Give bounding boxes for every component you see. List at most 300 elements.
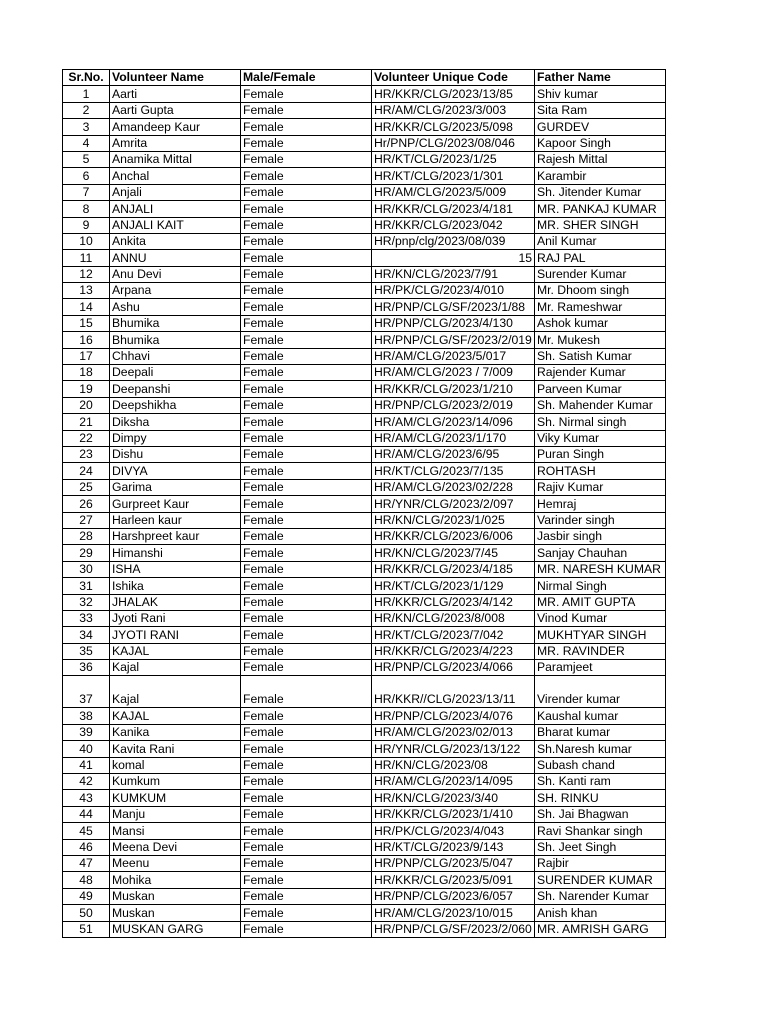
cell-volunteer-name: DIVYA — [110, 463, 241, 479]
cell-father-name: Hemraj — [535, 496, 666, 512]
cell-father-name: RAJ PAL — [535, 250, 666, 266]
cell-gender: Female — [241, 676, 372, 708]
table-row — [63, 217, 666, 233]
cell-father-name: Nirmal Singh — [535, 578, 666, 594]
cell-sr-no: 27 — [63, 512, 110, 528]
table-row — [63, 479, 666, 495]
cell-father-name: Rajesh Mittal — [535, 151, 666, 167]
cell-father-name: Sh. Jai Bhagwan — [535, 806, 666, 822]
cell-volunteer-name: Himanshi — [110, 545, 241, 561]
cell-father-name: Anil Kumar — [535, 233, 666, 249]
cell-sr-no: 33 — [63, 610, 110, 626]
cell-sr-no: 4 — [63, 135, 110, 151]
cell-sr-no: 38 — [63, 708, 110, 724]
cell-unique-code: HR/KT/CLG/2023/7/042 — [372, 627, 535, 643]
table-row — [63, 184, 666, 200]
cell-unique-code: HR/KT/CLG/2023/1/301 — [372, 168, 535, 184]
cell-sr-no: 8 — [63, 201, 110, 217]
cell-volunteer-name: Gurpreet Kaur — [110, 496, 241, 512]
cell-unique-code: HR/AM/CLG/2023/5/017 — [372, 348, 535, 364]
cell-unique-code: HR/AM/CLG/2023/6/95 — [372, 446, 535, 462]
cell-sr-no: 21 — [63, 414, 110, 430]
cell-sr-no: 51 — [63, 921, 110, 937]
cell-volunteer-name: Jyoti Rani — [110, 610, 241, 626]
cell-gender: Female — [241, 151, 372, 167]
cell-volunteer-name: JYOTI RANI — [110, 627, 241, 643]
cell-father-name: Virender kumar — [535, 676, 666, 708]
cell-unique-code: HR/AM/CLG/2023/02/013 — [372, 724, 535, 740]
table-row — [63, 757, 666, 773]
cell-volunteer-name: Bhumika — [110, 315, 241, 331]
table-row — [63, 905, 666, 921]
table-row — [63, 610, 666, 626]
cell-sr-no: 9 — [63, 217, 110, 233]
cell-sr-no: 48 — [63, 872, 110, 888]
cell-sr-no: 15 — [63, 315, 110, 331]
cell-volunteer-name: ISHA — [110, 561, 241, 577]
cell-father-name: Shiv kumar — [535, 86, 666, 102]
cell-volunteer-name: Anchal — [110, 168, 241, 184]
cell-gender: Female — [241, 299, 372, 315]
cell-sr-no: 19 — [63, 381, 110, 397]
table-row — [63, 348, 666, 364]
cell-unique-code: 15 — [372, 250, 535, 266]
cell-father-name: MR. AMRISH GARG — [535, 921, 666, 937]
cell-unique-code: HR/KKR/CLG/2023/6/006 — [372, 528, 535, 544]
cell-volunteer-name: Ishika — [110, 578, 241, 594]
cell-sr-no: 44 — [63, 806, 110, 822]
cell-sr-no: 36 — [63, 660, 110, 676]
cell-volunteer-name: Harleen kaur — [110, 512, 241, 528]
cell-unique-code: HR/pnp/clg/2023/08/039 — [372, 233, 535, 249]
cell-gender: Female — [241, 381, 372, 397]
cell-sr-no: 3 — [63, 119, 110, 135]
cell-father-name: Mr. Rameshwar — [535, 299, 666, 315]
cell-volunteer-name: Kajal — [110, 676, 241, 708]
cell-unique-code: HR/AM/CLG/2023/10/015 — [372, 905, 535, 921]
cell-gender: Female — [241, 660, 372, 676]
cell-volunteer-name: KAJAL — [110, 643, 241, 659]
cell-unique-code: HR/KKR//CLG/2023/13/11 — [372, 676, 535, 708]
cell-father-name: Sh. Jeet Singh — [535, 839, 666, 855]
table-body — [63, 86, 666, 938]
cell-volunteer-name: komal — [110, 757, 241, 773]
cell-sr-no: 12 — [63, 266, 110, 282]
cell-gender: Female — [241, 397, 372, 413]
cell-volunteer-name: Anu Devi — [110, 266, 241, 282]
header-volunteer-name: Volunteer Name — [110, 70, 241, 86]
cell-gender: Female — [241, 921, 372, 937]
table-row — [63, 299, 666, 315]
cell-volunteer-name: ANJALI — [110, 201, 241, 217]
cell-gender: Female — [241, 266, 372, 282]
cell-unique-code: HR/KN/CLG/2023/8/008 — [372, 610, 535, 626]
cell-father-name: Sh. Satish Kumar — [535, 348, 666, 364]
cell-father-name: Jasbir singh — [535, 528, 666, 544]
cell-father-name: MR. SHER SINGH — [535, 217, 666, 233]
cell-sr-no: 37 — [63, 676, 110, 708]
table-row — [63, 463, 666, 479]
cell-unique-code: HR/KKR/CLG/2023/042 — [372, 217, 535, 233]
table-row — [63, 201, 666, 217]
cell-sr-no: 11 — [63, 250, 110, 266]
cell-volunteer-name: Muskan — [110, 888, 241, 904]
table-row — [63, 708, 666, 724]
table-row — [63, 660, 666, 676]
cell-sr-no: 43 — [63, 790, 110, 806]
cell-unique-code: HR/PNP/CLG/SF/2023/1/88 — [372, 299, 535, 315]
cell-unique-code: HR/AM/CLG/2023/02/228 — [372, 479, 535, 495]
cell-gender: Female — [241, 184, 372, 200]
cell-unique-code: HR/PNP/CLG/2023/4/130 — [372, 315, 535, 331]
cell-gender: Female — [241, 135, 372, 151]
table-row — [63, 561, 666, 577]
table-row — [63, 545, 666, 561]
cell-sr-no: 7 — [63, 184, 110, 200]
cell-sr-no: 20 — [63, 397, 110, 413]
cell-father-name: MUKHTYAR SINGH — [535, 627, 666, 643]
table-row — [63, 578, 666, 594]
cell-father-name: GURDEV — [535, 119, 666, 135]
table-row — [63, 233, 666, 249]
cell-volunteer-name: Meena Devi — [110, 839, 241, 855]
cell-gender: Female — [241, 168, 372, 184]
cell-gender: Female — [241, 741, 372, 757]
cell-volunteer-name: Amandeep Kaur — [110, 119, 241, 135]
cell-father-name: Sh.Naresh kumar — [535, 741, 666, 757]
cell-father-name: Kaushal kumar — [535, 708, 666, 724]
cell-gender: Female — [241, 610, 372, 626]
cell-gender: Female — [241, 724, 372, 740]
table-row — [63, 332, 666, 348]
table-row — [63, 397, 666, 413]
cell-unique-code: HR/KT/CLG/2023/1/25 — [372, 151, 535, 167]
cell-unique-code: HR/KKR/CLG/2023/5/098 — [372, 119, 535, 135]
cell-sr-no: 1 — [63, 86, 110, 102]
cell-volunteer-name: Aarti — [110, 86, 241, 102]
table-row — [63, 594, 666, 610]
table-row — [63, 790, 666, 806]
cell-gender: Female — [241, 561, 372, 577]
cell-gender: Female — [241, 86, 372, 102]
cell-gender: Female — [241, 872, 372, 888]
table-row — [63, 921, 666, 937]
cell-gender: Female — [241, 283, 372, 299]
cell-sr-no: 50 — [63, 905, 110, 921]
cell-father-name: Mr. Mukesh — [535, 332, 666, 348]
cell-gender: Female — [241, 479, 372, 495]
table-row — [63, 774, 666, 790]
table-row — [63, 430, 666, 446]
cell-unique-code: HR/KKR/CLG/2023/13/85 — [372, 86, 535, 102]
cell-gender: Female — [241, 348, 372, 364]
cell-sr-no: 18 — [63, 365, 110, 381]
cell-father-name: Surender Kumar — [535, 266, 666, 282]
cell-father-name: Sh. Mahender Kumar — [535, 397, 666, 413]
cell-gender: Female — [241, 201, 372, 217]
cell-volunteer-name: ANJALI KAIT — [110, 217, 241, 233]
cell-sr-no: 30 — [63, 561, 110, 577]
cell-volunteer-name: Deepshikha — [110, 397, 241, 413]
cell-volunteer-name: Kajal — [110, 660, 241, 676]
cell-unique-code: HR/KN/CLG/2023/7/91 — [372, 266, 535, 282]
cell-gender: Female — [241, 315, 372, 331]
cell-unique-code: HR/KKR/CLG/2023/5/091 — [372, 872, 535, 888]
cell-gender: Female — [241, 594, 372, 610]
cell-sr-no: 24 — [63, 463, 110, 479]
table-row — [63, 102, 666, 118]
cell-gender: Female — [241, 496, 372, 512]
cell-unique-code: HR/KN/CLG/2023/08 — [372, 757, 535, 773]
cell-unique-code: HR/KT/CLG/2023/7/135 — [372, 463, 535, 479]
cell-sr-no: 49 — [63, 888, 110, 904]
cell-unique-code: HR/KN/CLG/2023/1/025 — [372, 512, 535, 528]
cell-gender: Female — [241, 578, 372, 594]
table-row — [63, 414, 666, 430]
cell-father-name: Kapoor Singh — [535, 135, 666, 151]
cell-father-name: Rajbir — [535, 855, 666, 871]
cell-unique-code: HR/AM/CLG/2023 / 7/009 — [372, 365, 535, 381]
table-row — [63, 676, 666, 708]
cell-father-name: Karambir — [535, 168, 666, 184]
table-row — [63, 168, 666, 184]
cell-unique-code: HR/KKR/CLG/2023/4/185 — [372, 561, 535, 577]
cell-unique-code: HR/KKR/CLG/2023/4/142 — [372, 594, 535, 610]
cell-unique-code: HR/KKR/CLG/2023/1/210 — [372, 381, 535, 397]
cell-father-name: Varinder singh — [535, 512, 666, 528]
cell-father-name: Sh. Jitender Kumar — [535, 184, 666, 200]
cell-father-name: Bharat kumar — [535, 724, 666, 740]
cell-gender: Female — [241, 855, 372, 871]
cell-gender: Female — [241, 905, 372, 921]
cell-volunteer-name: Mohika — [110, 872, 241, 888]
table-row — [63, 496, 666, 512]
cell-gender: Female — [241, 790, 372, 806]
cell-volunteer-name: Deepali — [110, 365, 241, 381]
cell-father-name: MR. PANKAJ KUMAR — [535, 201, 666, 217]
cell-unique-code: HR/YNR/CLG/2023/13/122 — [372, 741, 535, 757]
cell-unique-code: HR/PNP/CLG/2023/4/066 — [372, 660, 535, 676]
header-father-name: Father Name — [535, 70, 666, 86]
cell-unique-code: HR/PNP/CLG/2023/5/047 — [372, 855, 535, 871]
cell-volunteer-name: Kanika — [110, 724, 241, 740]
table-row — [63, 135, 666, 151]
cell-volunteer-name: KUMKUM — [110, 790, 241, 806]
table-row — [63, 806, 666, 822]
cell-volunteer-name: Dishu — [110, 446, 241, 462]
table-row — [63, 446, 666, 462]
cell-sr-no: 10 — [63, 233, 110, 249]
cell-volunteer-name: Meenu — [110, 855, 241, 871]
cell-volunteer-name: Aarti Gupta — [110, 102, 241, 118]
cell-gender: Female — [241, 545, 372, 561]
cell-father-name: Subash chand — [535, 757, 666, 773]
cell-unique-code: HR/KN/CLG/2023/7/45 — [372, 545, 535, 561]
cell-sr-no: 40 — [63, 741, 110, 757]
table-row — [63, 839, 666, 855]
cell-unique-code: HR/KT/CLG/2023/9/143 — [372, 839, 535, 855]
cell-gender: Female — [241, 528, 372, 544]
cell-gender: Female — [241, 512, 372, 528]
cell-volunteer-name: Muskan — [110, 905, 241, 921]
cell-father-name: Ravi Shankar singh — [535, 823, 666, 839]
cell-father-name: MR. AMIT GUPTA — [535, 594, 666, 610]
cell-unique-code: HR/PNP/CLG/SF/2023/2/019 — [372, 332, 535, 348]
cell-gender: Female — [241, 888, 372, 904]
cell-unique-code: HR/YNR/CLG/2023/2/097 — [372, 496, 535, 512]
cell-sr-no: 35 — [63, 643, 110, 659]
cell-gender: Female — [241, 446, 372, 462]
cell-unique-code: HR/AM/CLG/2023/3/003 — [372, 102, 535, 118]
cell-volunteer-name: KAJAL — [110, 708, 241, 724]
cell-gender: Female — [241, 233, 372, 249]
cell-gender: Female — [241, 119, 372, 135]
cell-volunteer-name: JHALAK — [110, 594, 241, 610]
cell-sr-no: 32 — [63, 594, 110, 610]
cell-volunteer-name: Ashu — [110, 299, 241, 315]
cell-father-name: Sanjay Chauhan — [535, 545, 666, 561]
table-row — [63, 872, 666, 888]
cell-sr-no: 6 — [63, 168, 110, 184]
cell-sr-no: 29 — [63, 545, 110, 561]
cell-father-name: Puran Singh — [535, 446, 666, 462]
cell-father-name: Rajiv Kumar — [535, 479, 666, 495]
table-row — [63, 823, 666, 839]
table-row — [63, 151, 666, 167]
cell-volunteer-name: Ankita — [110, 233, 241, 249]
table-row — [63, 250, 666, 266]
cell-gender: Female — [241, 217, 372, 233]
cell-father-name: MR. RAVINDER — [535, 643, 666, 659]
cell-father-name: SH. RINKU — [535, 790, 666, 806]
cell-unique-code: HR/PK/CLG/2023/4/043 — [372, 823, 535, 839]
cell-volunteer-name: Manju — [110, 806, 241, 822]
cell-father-name: Paramjeet — [535, 660, 666, 676]
cell-gender: Female — [241, 757, 372, 773]
table-row — [63, 741, 666, 757]
cell-unique-code: HR/KKR/CLG/2023/4/181 — [372, 201, 535, 217]
cell-unique-code: Hr/PNP/CLG/2023/08/046 — [372, 135, 535, 151]
cell-volunteer-name: Anjali — [110, 184, 241, 200]
cell-sr-no: 17 — [63, 348, 110, 364]
cell-father-name: Sh. Kanti ram — [535, 774, 666, 790]
cell-father-name: Anish khan — [535, 905, 666, 921]
cell-father-name: Sita Ram — [535, 102, 666, 118]
table-row — [63, 266, 666, 282]
table-row — [63, 119, 666, 135]
cell-sr-no: 34 — [63, 627, 110, 643]
table-row — [63, 283, 666, 299]
cell-volunteer-name: MUSKAN GARG — [110, 921, 241, 937]
cell-gender: Female — [241, 806, 372, 822]
cell-volunteer-name: Diksha — [110, 414, 241, 430]
table-row — [63, 643, 666, 659]
cell-unique-code: HR/AM/CLG/2023/5/009 — [372, 184, 535, 200]
table-row — [63, 627, 666, 643]
cell-gender: Female — [241, 839, 372, 855]
cell-volunteer-name: Arpana — [110, 283, 241, 299]
cell-gender: Female — [241, 102, 372, 118]
cell-sr-no: 28 — [63, 528, 110, 544]
cell-gender: Female — [241, 332, 372, 348]
cell-unique-code: HR/PK/CLG/2023/4/010 — [372, 283, 535, 299]
cell-father-name: Vinod Kumar — [535, 610, 666, 626]
volunteer-table — [62, 69, 666, 938]
header-unique-code: Volunteer Unique Code — [372, 70, 535, 86]
cell-unique-code: HR/AM/CLG/2023/1/170 — [372, 430, 535, 446]
cell-volunteer-name: Amrita — [110, 135, 241, 151]
cell-volunteer-name: ANNU — [110, 250, 241, 266]
cell-father-name: SURENDER KUMAR — [535, 872, 666, 888]
cell-sr-no: 13 — [63, 283, 110, 299]
cell-sr-no: 46 — [63, 839, 110, 855]
cell-gender: Female — [241, 414, 372, 430]
cell-sr-no: 23 — [63, 446, 110, 462]
cell-sr-no: 16 — [63, 332, 110, 348]
table-row — [63, 512, 666, 528]
cell-sr-no: 41 — [63, 757, 110, 773]
cell-sr-no: 5 — [63, 151, 110, 167]
cell-sr-no: 26 — [63, 496, 110, 512]
cell-unique-code: HR/KKR/CLG/2023/4/223 — [372, 643, 535, 659]
cell-gender: Female — [241, 430, 372, 446]
cell-gender: Female — [241, 365, 372, 381]
cell-father-name: Sh. Nirmal singh — [535, 414, 666, 430]
cell-sr-no: 22 — [63, 430, 110, 446]
cell-sr-no: 39 — [63, 724, 110, 740]
cell-sr-no: 42 — [63, 774, 110, 790]
cell-unique-code: HR/AM/CLG/2023/14/095 — [372, 774, 535, 790]
cell-gender: Female — [241, 250, 372, 266]
cell-unique-code: HR/KN/CLG/2023/3/40 — [372, 790, 535, 806]
cell-sr-no: 14 — [63, 299, 110, 315]
cell-unique-code: HR/PNP/CLG/SF/2023/2/060 — [372, 921, 535, 937]
cell-sr-no: 47 — [63, 855, 110, 871]
cell-gender: Female — [241, 774, 372, 790]
cell-volunteer-name: Anamika Mittal — [110, 151, 241, 167]
cell-father-name: Viky Kumar — [535, 430, 666, 446]
cell-unique-code: HR/PNP/CLG/2023/4/076 — [372, 708, 535, 724]
cell-volunteer-name: Chhavi — [110, 348, 241, 364]
cell-volunteer-name: Mansi — [110, 823, 241, 839]
table-row — [63, 86, 666, 102]
cell-unique-code: HR/KKR/CLG/2023/1/410 — [372, 806, 535, 822]
cell-father-name: Mr. Dhoom singh — [535, 283, 666, 299]
table-row — [63, 365, 666, 381]
table-row — [63, 888, 666, 904]
table-row — [63, 315, 666, 331]
cell-volunteer-name: Garima — [110, 479, 241, 495]
cell-father-name: Parveen Kumar — [535, 381, 666, 397]
cell-sr-no: 25 — [63, 479, 110, 495]
cell-father-name: Sh. Narender Kumar — [535, 888, 666, 904]
cell-volunteer-name: Deepanshi — [110, 381, 241, 397]
cell-unique-code: HR/KT/CLG/2023/1/129 — [372, 578, 535, 594]
cell-sr-no: 31 — [63, 578, 110, 594]
header-row — [63, 70, 666, 86]
cell-volunteer-name: Dimpy — [110, 430, 241, 446]
table-row — [63, 724, 666, 740]
cell-gender: Female — [241, 627, 372, 643]
cell-sr-no: 45 — [63, 823, 110, 839]
header-gender: Male/Female — [241, 70, 372, 86]
cell-father-name: MR. NARESH KUMAR — [535, 561, 666, 577]
cell-unique-code: HR/AM/CLG/2023/14/096 — [372, 414, 535, 430]
table-row — [63, 855, 666, 871]
cell-volunteer-name: Kavita Rani — [110, 741, 241, 757]
cell-gender: Female — [241, 463, 372, 479]
cell-father-name: Rajender Kumar — [535, 365, 666, 381]
